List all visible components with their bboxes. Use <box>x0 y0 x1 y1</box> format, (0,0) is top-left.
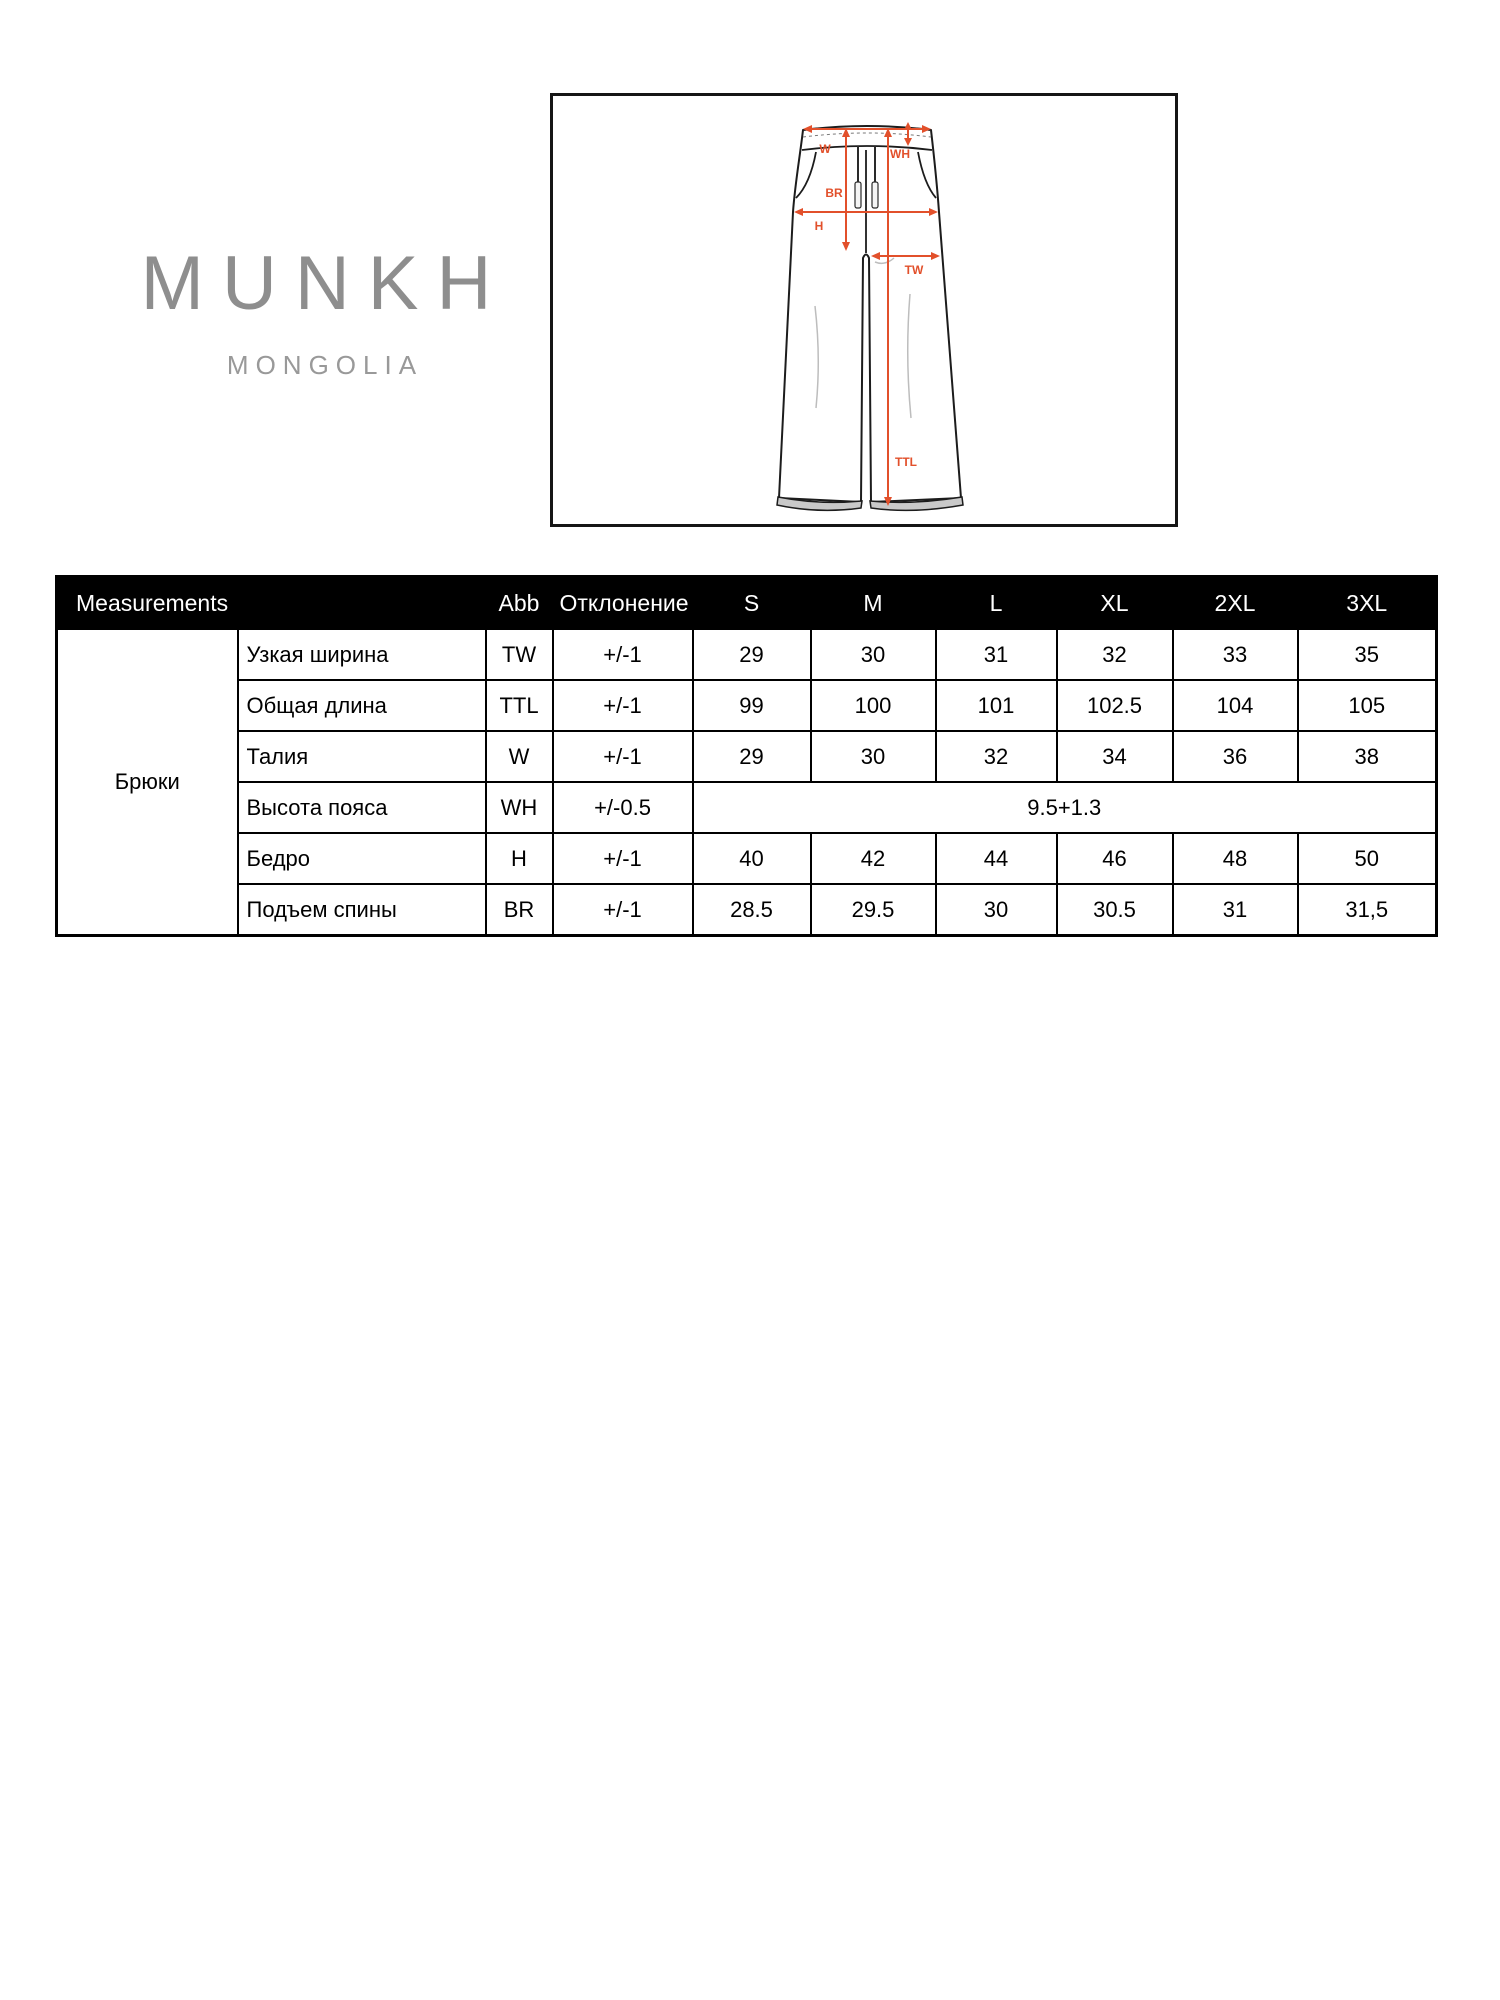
col-header-deviation: Отклонение <box>553 577 693 630</box>
category-cell: Брюки <box>57 629 238 936</box>
abb-cell: H <box>486 833 553 884</box>
pants-technical-drawing <box>553 96 1175 524</box>
value-cell: 42 <box>811 833 936 884</box>
value-cell: 101 <box>936 680 1057 731</box>
abb-cell: WH <box>486 782 553 833</box>
merged-value-cell: 9.5+1.3 <box>693 782 1437 833</box>
table-row <box>57 884 1437 936</box>
col-header-measurements: Measurements <box>57 577 486 630</box>
abb-cell: W <box>486 731 553 782</box>
table-row <box>57 833 1437 884</box>
measure-name-cell: Талия <box>238 731 486 782</box>
value-cell: 40 <box>693 833 811 884</box>
wh-arrow-up <box>904 122 912 130</box>
value-cell: 46 <box>1057 833 1173 884</box>
value-cell: 30 <box>811 629 936 680</box>
value-cell: 50 <box>1298 833 1437 884</box>
value-cell: 48 <box>1173 833 1298 884</box>
deviation-cell: +/-1 <box>553 629 693 680</box>
abb-cell: TW <box>486 629 553 680</box>
value-cell: 35 <box>1298 629 1437 680</box>
br-label: BR <box>825 186 843 200</box>
value-cell: 105 <box>1298 680 1437 731</box>
brand-subtitle: MONGOLIA <box>226 350 424 380</box>
abb-cell: BR <box>486 884 553 936</box>
measure-name-cell: Общая длина <box>238 680 486 731</box>
drawstring-aglet-right <box>872 182 878 208</box>
value-cell: 33 <box>1173 629 1298 680</box>
value-cell: 30.5 <box>1057 884 1173 936</box>
value-cell: 31 <box>936 629 1057 680</box>
h-label: H <box>814 219 824 233</box>
value-cell: 32 <box>1057 629 1173 680</box>
table-row <box>57 629 1437 680</box>
pants-diagram-frame <box>550 93 1178 527</box>
deviation-cell: +/-1 <box>553 680 693 731</box>
value-cell: 32 <box>936 731 1057 782</box>
wh-label: WH <box>890 147 910 161</box>
tw-label: TW <box>904 263 924 277</box>
col-header-size-3xl: 3XL <box>1298 577 1437 630</box>
value-cell: 31,5 <box>1298 884 1437 936</box>
value-cell: 99 <box>693 680 811 731</box>
header-row <box>57 577 1437 630</box>
col-header-size-2xl: 2XL <box>1173 577 1298 630</box>
col-header-size-m: M <box>811 577 936 630</box>
value-cell: 104 <box>1173 680 1298 731</box>
deviation-cell: +/-1 <box>553 884 693 936</box>
table-row <box>57 680 1437 731</box>
value-cell: 44 <box>936 833 1057 884</box>
deviation-cell: +/-1 <box>553 833 693 884</box>
value-cell: 38 <box>1298 731 1437 782</box>
col-header-size-xl: XL <box>1057 577 1173 630</box>
value-cell: 29 <box>693 629 811 680</box>
value-cell: 30 <box>936 884 1057 936</box>
value-cell: 36 <box>1173 731 1298 782</box>
deviation-cell: +/-0.5 <box>553 782 693 833</box>
value-cell: 28.5 <box>693 884 811 936</box>
value-cell: 29.5 <box>811 884 936 936</box>
table-row <box>57 731 1437 782</box>
col-header-size-s: S <box>693 577 811 630</box>
measure-name-cell: Подъем спины <box>238 884 486 936</box>
value-cell: 34 <box>1057 731 1173 782</box>
brand-logo <box>130 241 520 381</box>
col-header-size-l: L <box>936 577 1057 630</box>
value-cell: 30 <box>811 731 936 782</box>
drawstring-aglet-left <box>855 182 861 208</box>
col-header-abb: Abb <box>486 577 553 630</box>
value-cell: 100 <box>811 680 936 731</box>
measure-name-cell: Высота пояса <box>238 782 486 833</box>
ttl-label: TTL <box>895 455 917 469</box>
value-cell: 29 <box>693 731 811 782</box>
w-label: W <box>819 142 831 156</box>
value-cell: 31 <box>1173 884 1298 936</box>
measurements-table <box>55 575 1438 937</box>
abb-cell: TTL <box>486 680 553 731</box>
value-cell: 102.5 <box>1057 680 1173 731</box>
deviation-cell: +/-1 <box>553 731 693 782</box>
measure-name-cell: Бедро <box>238 833 486 884</box>
measure-name-cell: Узкая ширина <box>238 629 486 680</box>
table-row <box>57 782 1437 833</box>
brand-name: MUNKH <box>140 241 510 326</box>
